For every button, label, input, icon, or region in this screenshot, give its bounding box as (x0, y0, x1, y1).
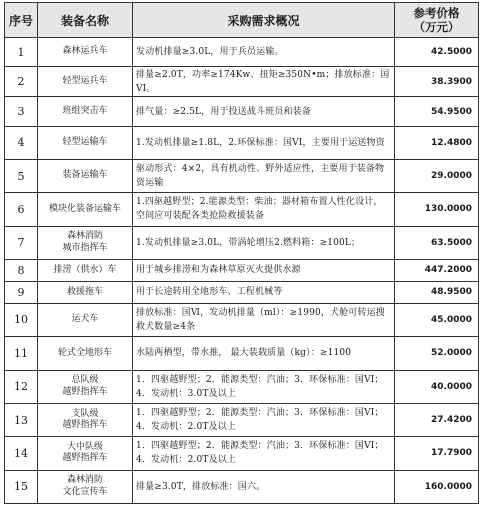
requirements-text: 排量≥2.0T，功率≥174Kw、扭矩≥350N•m；排放标准：国 VI。 (133, 67, 395, 97)
row-number: 9 (5, 281, 38, 303)
equipment-name: 轻型运兵车 (38, 67, 133, 97)
requirements-text: 1．四驱越野型；2．能源类型：汽油；3．环保标准：国VI；4．发动机：2.0T及以上 (133, 437, 395, 470)
equipment-name: 班组突击车 (38, 97, 133, 126)
table-row (5, 67, 479, 97)
header-price-line1: 参考价格 (413, 6, 460, 20)
header-no: 序号 (5, 3, 38, 38)
reference-price: 54.9500 (395, 97, 479, 126)
equipment-name: 装备运输车 (38, 159, 133, 192)
header-name: 装备名称 (38, 3, 133, 38)
reference-price: 29.0000 (395, 159, 479, 192)
table-row (5, 437, 479, 470)
procurement-table (4, 2, 479, 504)
equipment-name: 排涝（供水）车 (38, 260, 133, 282)
reference-price: 447.2000 (395, 260, 479, 282)
header-requirements: 采购需求概况 (133, 3, 395, 38)
requirements-text: 1．四驱越野型；2．能源类型：汽油；3．环保标准：国VI；4．发动机：2.0T及以上 (133, 403, 395, 436)
reference-price: 42.5000 (395, 38, 479, 67)
reference-price: 130.0000 (395, 193, 479, 226)
reference-price: 40.0000 (395, 370, 479, 403)
table-row (5, 403, 479, 436)
row-number: 12 (5, 370, 38, 403)
requirements-text: 排放标准：国Ⅵ，发动机排量（ml）：≥1990，犬舱可转运搜救犬数量≥4条 (133, 303, 395, 336)
header-price (395, 3, 479, 38)
requirements-text: 1.发动机排量≥3.0L，带涡轮增压2.燃料箱：≥100L； (133, 226, 395, 259)
table-row (5, 337, 479, 370)
equipment-name: 模块化装备运输车 (38, 193, 133, 226)
reference-price: 27.4200 (395, 403, 479, 436)
row-number: 6 (5, 193, 38, 226)
requirements-text: 1.四驱越野型；2.能源类型：柴油；器材箱布置人性化设计，空间应可装配各类抢险救援装备 (133, 193, 395, 226)
equipment-name: 森林消防 城市指挥车 (38, 226, 133, 259)
row-number: 11 (5, 337, 38, 370)
header-price-line2: （万元） (413, 20, 460, 34)
table-row (5, 193, 479, 226)
reference-price: 12.4800 (395, 126, 479, 159)
equipment-name: 轮式全地形车 (38, 337, 133, 370)
row-number: 13 (5, 403, 38, 436)
table-row (5, 159, 479, 192)
requirements-text: 1.发动机排量≥1.8L，2.环保标准：国VI，主要用于运送物资 (133, 126, 395, 159)
row-number: 3 (5, 97, 38, 126)
row-number: 15 (5, 470, 38, 503)
table-header-row (5, 3, 479, 38)
equipment-name: 轻型运输车 (38, 126, 133, 159)
table-row (5, 370, 479, 403)
reference-price: 63.5000 (395, 226, 479, 259)
table-row (5, 126, 479, 159)
requirements-text: 用于长途转用全地形车、工程机械等 (133, 281, 395, 303)
row-number: 7 (5, 226, 38, 259)
reference-price: 52.0000 (395, 337, 479, 370)
requirements-text: 1．四驱越野型；2．能源类型：汽油；3．环保标准：国VI；4．发动机：3.0T及以上 (133, 370, 395, 403)
requirements-text: 驱动形式：4×2，具有机动性、野外适应性，主要用于装备物资运输 (133, 159, 395, 192)
row-number: 10 (5, 303, 38, 336)
equipment-name: 支队级 越野指挥车 (38, 403, 133, 436)
equipment-name: 救援拖车 (38, 281, 133, 303)
reference-price: 48.9500 (395, 281, 479, 303)
equipment-name: 森林消防 文化宣传车 (38, 470, 133, 503)
reference-price: 160.0000 (395, 470, 479, 503)
row-number: 1 (5, 38, 38, 67)
row-number: 4 (5, 126, 38, 159)
reference-price: 45.0000 (395, 303, 479, 336)
requirements-text: 水陆两栖型，带水推， 最大装载质量（kg）：≥1100 (133, 337, 395, 370)
row-number: 2 (5, 67, 38, 97)
requirements-text: 发动机排量≥3.0L，用于兵员运输。 (133, 38, 395, 67)
table-row (5, 97, 479, 126)
table-row (5, 281, 479, 303)
equipment-name: 运犬车 (38, 303, 133, 336)
equipment-name: 总队级 越野指挥车 (38, 370, 133, 403)
table-row (5, 226, 479, 259)
reference-price: 17.7900 (395, 437, 479, 470)
requirements-text: 用于城乡排涝和为森林草原灭火提供水源 (133, 260, 395, 282)
table-row (5, 260, 479, 282)
table-row (5, 38, 479, 67)
equipment-name: 大中队级 越野指挥车 (38, 437, 133, 470)
requirements-text: 排气量：≥2.5L，用于投送战斗班员和装备 (133, 97, 395, 126)
table-row (5, 303, 479, 336)
table-row (5, 470, 479, 503)
requirements-text: 排量≥3.0T，排放标准：国六。 (133, 470, 395, 503)
row-number: 14 (5, 437, 38, 470)
row-number: 8 (5, 260, 38, 282)
equipment-name: 森林运兵车 (38, 38, 133, 67)
reference-price: 38.3900 (395, 67, 479, 97)
row-number: 5 (5, 159, 38, 192)
